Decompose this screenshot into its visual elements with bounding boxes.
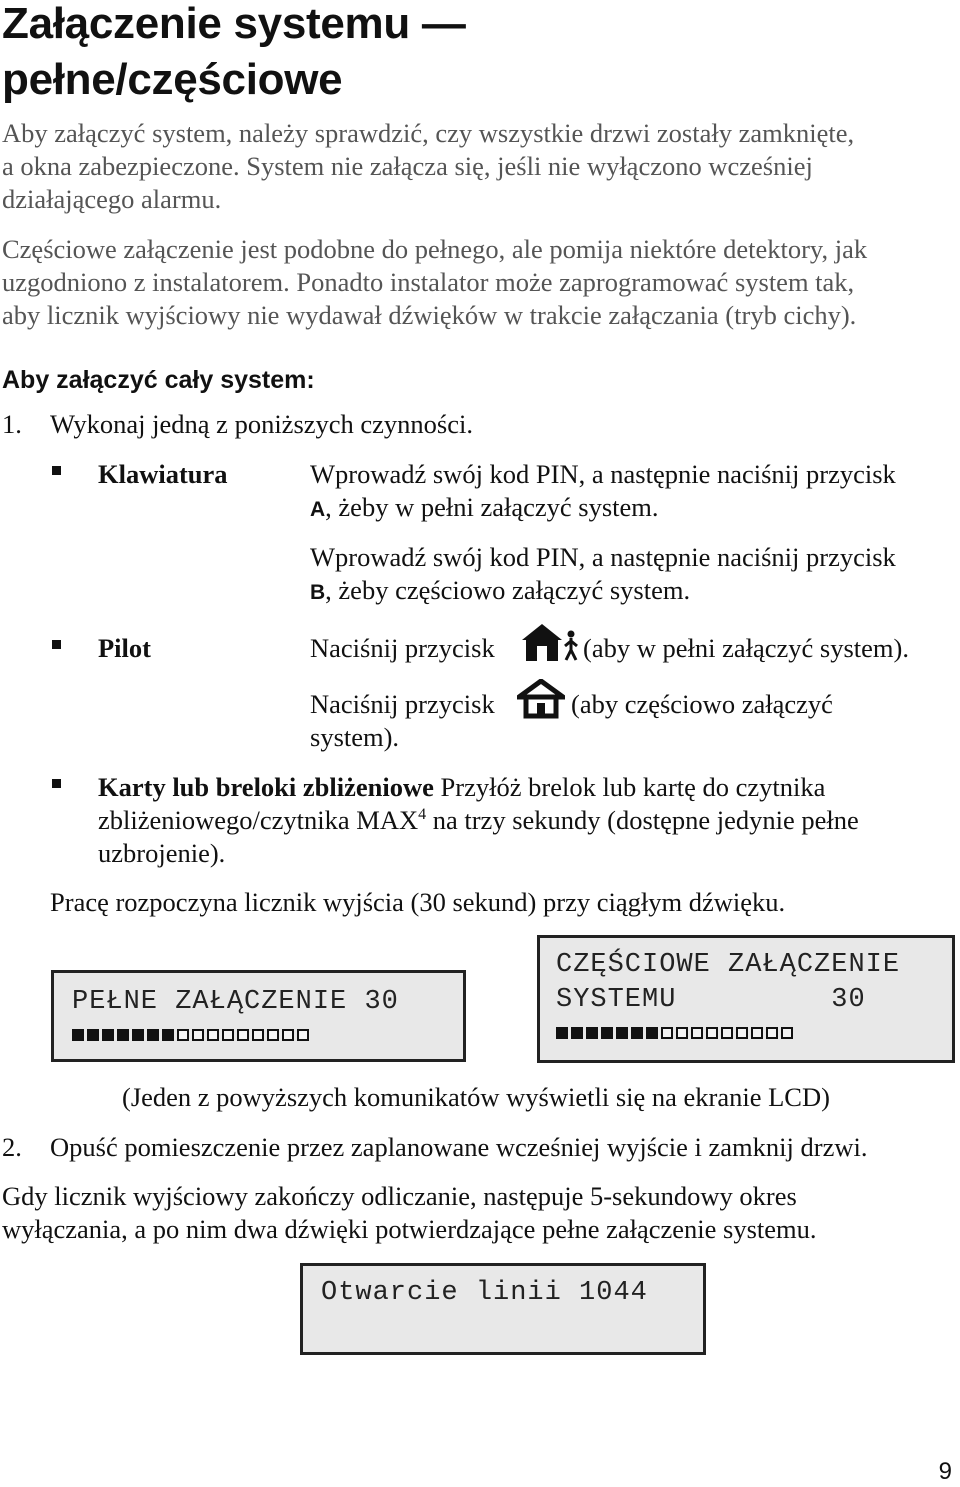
progress-segment-empty (297, 1029, 309, 1041)
lcd-part-progress (556, 1024, 952, 1042)
step-2-number: 2. (2, 1132, 22, 1162)
house-outline-icon (517, 679, 565, 724)
title-line-2: pełne/częściowe (2, 55, 343, 104)
progress-segment-filled (162, 1029, 174, 1041)
intro-paragraph-2: Częściowe załączenie jest podobne do pełnego, ale pomija niektóre detektory, jak uzgodniono z instalatorem. Ponadto instalator może zaprogramować system tak, aby licznik wyjściowy nie wydawał dźwięków w trakcie załączania (tryb cichy). (2, 234, 868, 330)
remote-full-suffix: (aby w pełni załączyć system). (583, 633, 909, 663)
progress-segment-filled (147, 1029, 159, 1041)
section-heading: Aby załączyć cały system: (2, 366, 315, 394)
progress-segment-filled (646, 1027, 658, 1039)
remote-part-prefix: Naciśnij przycisk (310, 689, 495, 719)
progress-segment-empty (721, 1027, 733, 1039)
closing-paragraph: Gdy licznik wyjściowy zakończy odliczanie, następuje 5-sekundowy okres wyłączania, a po nim dwa dźwięki potwierdzające pełne załączenie systemu. (2, 1181, 817, 1244)
progress-segment-filled (556, 1027, 568, 1039)
progress-segment-empty (222, 1029, 234, 1041)
intro-paragraph-1: Aby załączyć system, należy sprawdzić, czy wszystkie drzwi zostały zamknięte, a okna zabezpieczone. System nie załącza się, jeśli nie wyłączono wcześniej działającego alarmu. (2, 118, 855, 214)
progress-segment-empty (691, 1027, 703, 1039)
progress-segment-filled (571, 1027, 583, 1039)
step-1-number: 1. (2, 409, 22, 439)
progress-segment-empty (676, 1027, 688, 1039)
remote-part-line2: system). (310, 722, 400, 752)
step-1-text: Wykonaj jedną z poniższych czynności. (50, 409, 473, 439)
progress-segment-empty (237, 1029, 249, 1041)
lcd-full-display (51, 970, 466, 1062)
lcd-open-zone-line-1: Otwarcie linii 1044 (321, 1278, 648, 1308)
house-person-icon (520, 622, 580, 669)
bullet-icon (52, 779, 61, 788)
title-line-1: Załączenie systemu — (2, 0, 466, 48)
keypad-full-instruction: Wprowadź swój kod PIN, a następnie naciśnij przycisk A, żeby w pełni załączyć system. (310, 459, 896, 522)
progress-segment-empty (177, 1029, 189, 1041)
proximity-label: Karty lub breloki zbliżeniowe (98, 772, 434, 802)
lcd-full-line-1: PEŁNE ZAŁĄCZENIE 30 (72, 987, 399, 1017)
step-2-text: Opuść pomieszczenie przez zaplanowane wcześniej wyjście i zamknij drzwi. (50, 1132, 868, 1162)
progress-segment-empty (252, 1029, 264, 1041)
exit-timer-text: Pracę rozpoczyna licznik wyjścia (30 sekund) przy ciągłym dźwięku. (50, 887, 786, 917)
progress-segment-empty (282, 1029, 294, 1041)
progress-segment-empty (736, 1027, 748, 1039)
progress-segment-filled (132, 1029, 144, 1041)
lcd-part-line-1: CZĘŚCIOWE ZAŁĄCZENIE (556, 950, 901, 980)
progress-segment-filled (616, 1027, 628, 1039)
progress-segment-filled (72, 1029, 84, 1041)
bullet-icon (52, 640, 61, 649)
progress-segment-empty (267, 1029, 279, 1041)
progress-segment-filled (102, 1029, 114, 1041)
progress-segment-empty (706, 1027, 718, 1039)
lcd-full-progress (72, 1026, 463, 1044)
progress-segment-empty (781, 1027, 793, 1039)
page-title (2, 0, 466, 108)
remote-part-suffix: (aby częściowo załączyć (571, 689, 833, 719)
keypad-part-instruction: Wprowadź swój kod PIN, a następnie naciśnij przycisk B, żeby częściowo załączyć system. (310, 542, 896, 605)
key-b-label: B (310, 581, 326, 604)
key-a-label: A (310, 498, 326, 521)
progress-segment-empty (207, 1029, 219, 1041)
bullet-icon (52, 466, 61, 475)
proximity-instruction: Karty lub breloki zbliżeniowe Przyłóż brelok lub kartę do czytnika zbliżeniowego/czytnika MAX$^4$ na trzy sekundy (dostępne jedynie pełne uzbrojenie). (98, 772, 859, 868)
keypad-label: Klawiatura (98, 459, 228, 489)
lcd-part-display (537, 935, 955, 1063)
lcd-open-zone-display (300, 1263, 706, 1355)
progress-segment-empty (192, 1029, 204, 1041)
progress-segment-empty (661, 1027, 673, 1039)
progress-segment-filled (117, 1029, 129, 1041)
remote-full-prefix: Naciśnij przycisk (310, 633, 495, 663)
progress-segment-empty (751, 1027, 763, 1039)
progress-segment-filled (601, 1027, 613, 1039)
progress-segment-filled (586, 1027, 598, 1039)
page-number: 9 (938, 1458, 952, 1485)
progress-segment-empty (766, 1027, 778, 1039)
lcd-caption: (Jeden z powyższych komunikatów wyświetli się na ekranie LCD) (122, 1082, 830, 1112)
lcd-part-line-2: SYSTEMU 30 (556, 985, 866, 1015)
progress-segment-filled (631, 1027, 643, 1039)
remote-label: Pilot (98, 633, 151, 663)
progress-segment-filled (87, 1029, 99, 1041)
